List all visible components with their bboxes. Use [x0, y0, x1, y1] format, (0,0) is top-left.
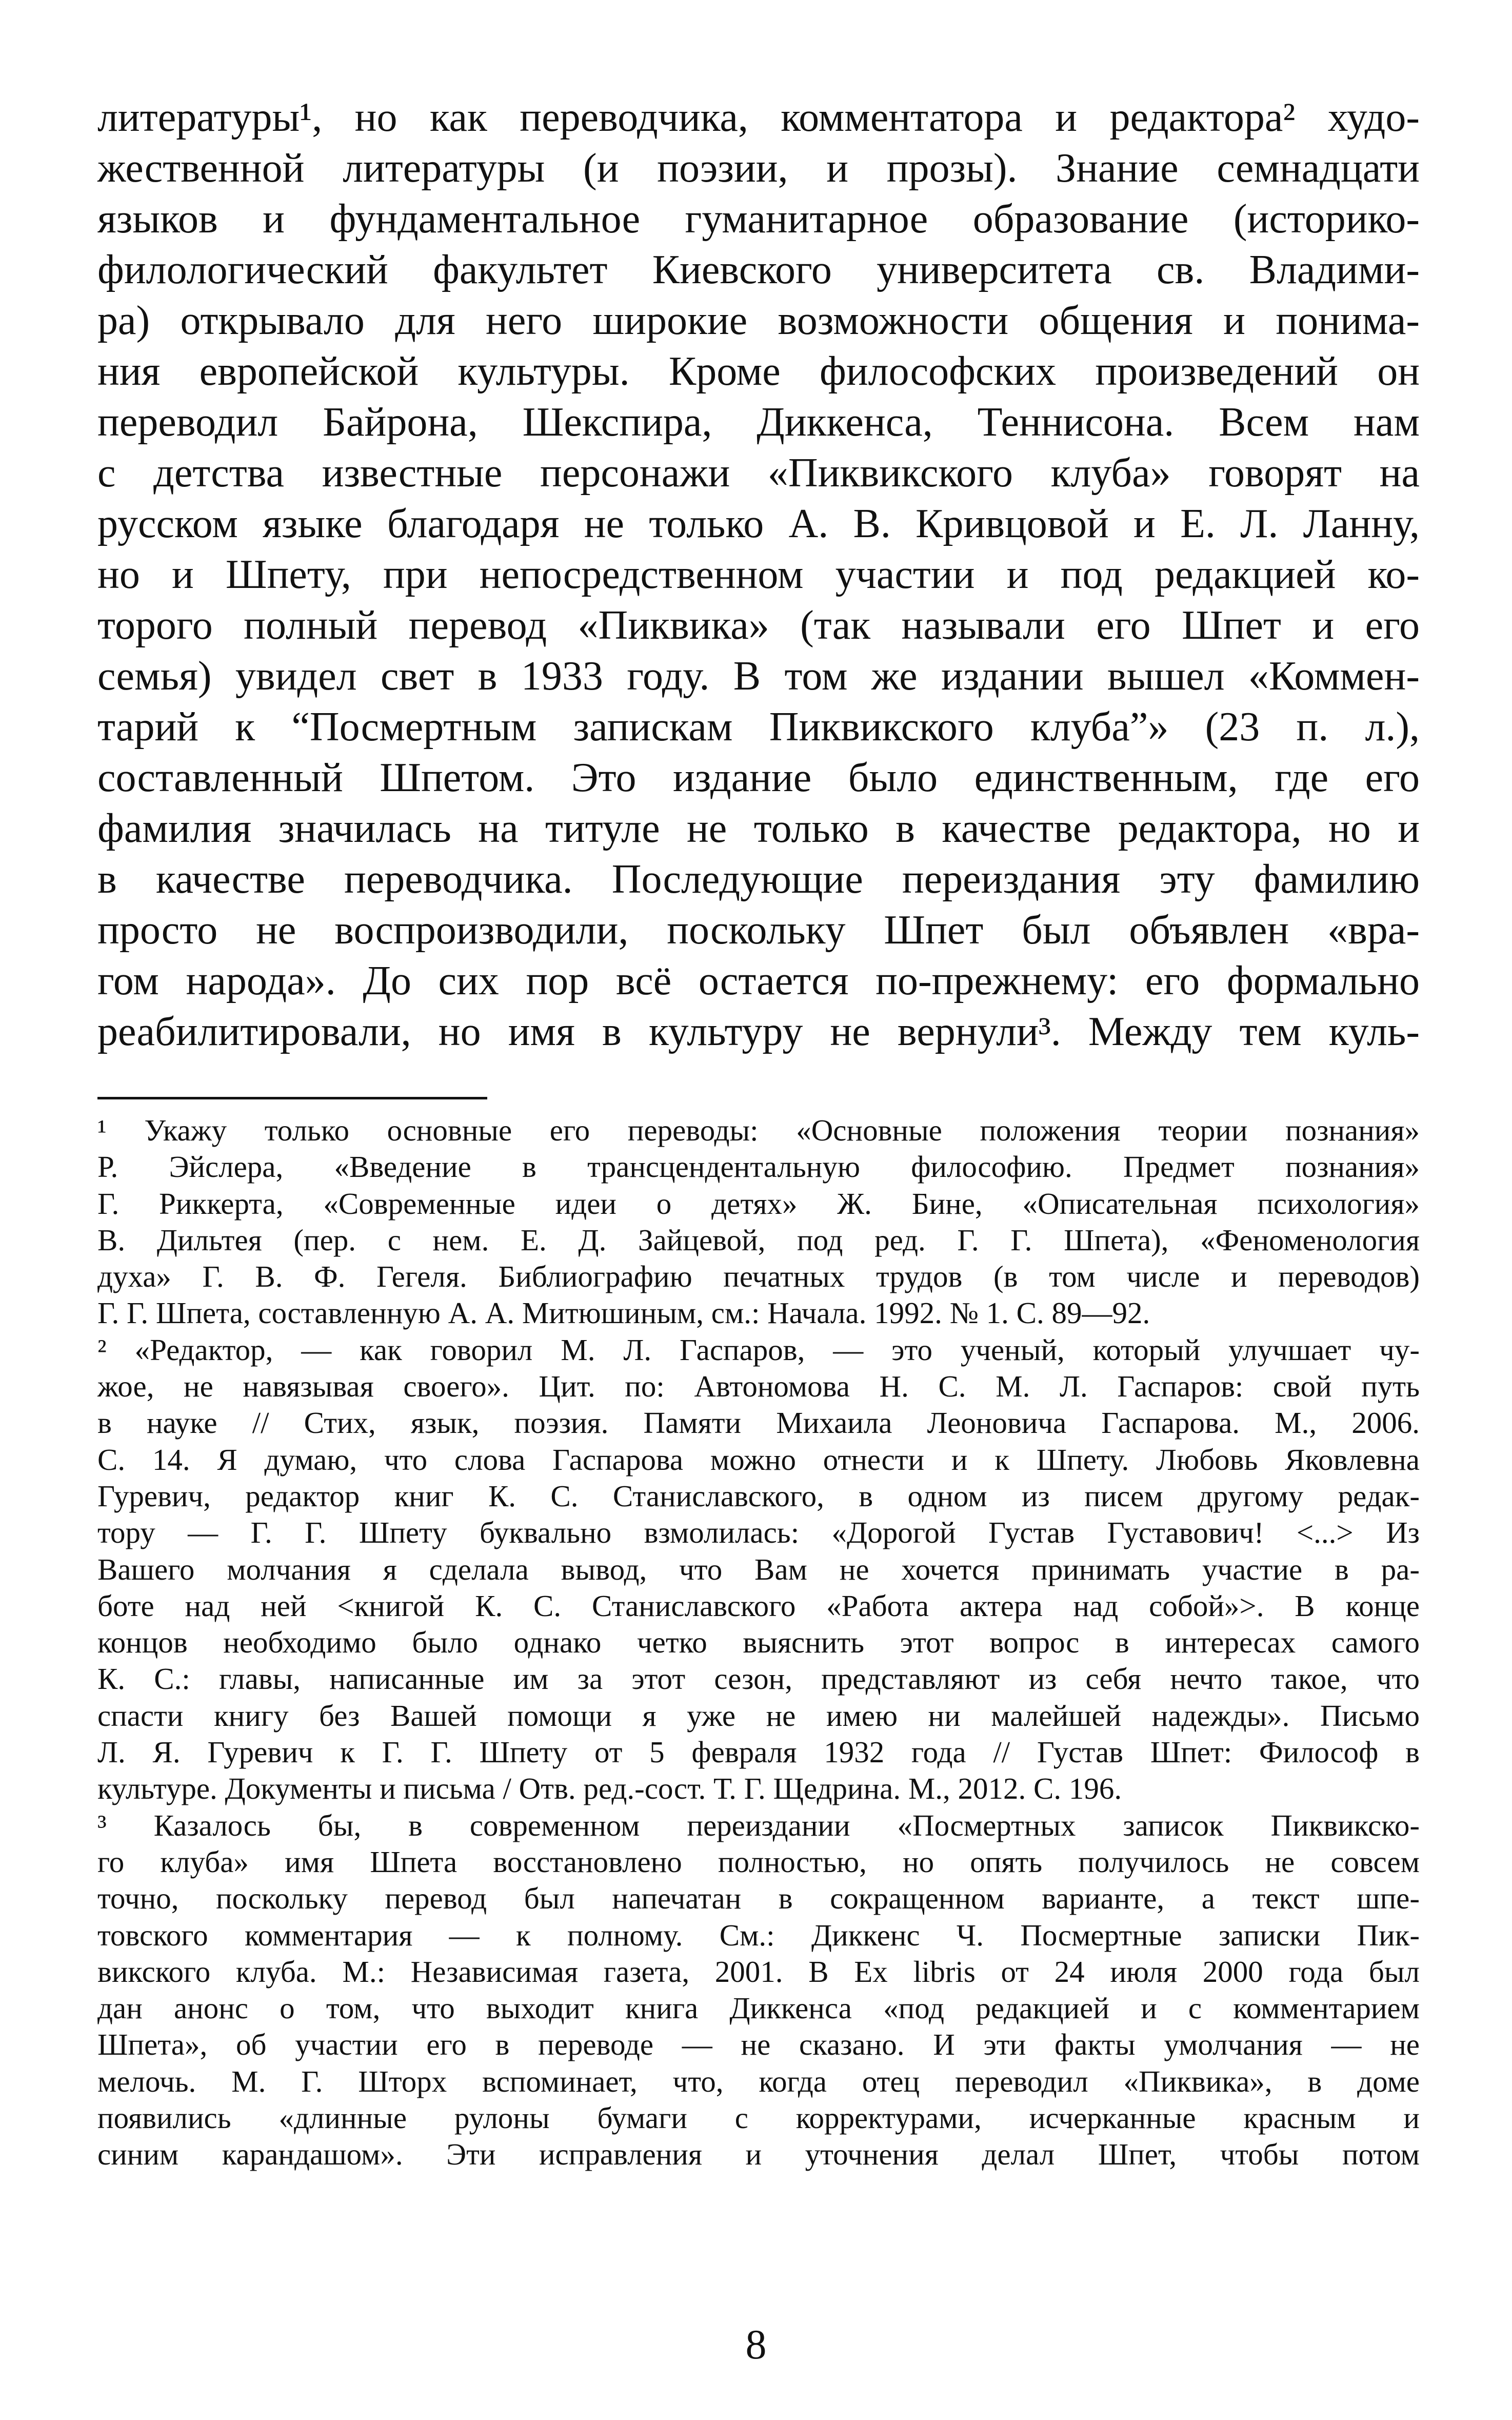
- footnote-line: Г. Риккерта, «Современные идеи о детях» Ж. Бине, «Описательная психология»: [97, 1186, 1420, 1221]
- footnote-line: ³ Казалось бы, в современном переиздании «Посмертных записок Пиквикско-: [97, 1808, 1420, 1842]
- footnote-line: Г. Г. Шпета, составленную А. А. Митюшиным, см.: Начала. 1992. № 1. С. 89—92.: [97, 1296, 1150, 1330]
- body-line: гом народа». До сих пор всё остается по-прежнему: его формально: [97, 958, 1420, 1004]
- footnote-line: мелочь. М. Г. Шторх вспоминает, что, когда отец переводил «Пиквика», в доме: [97, 2064, 1420, 2098]
- page-number: 8: [745, 2321, 767, 2368]
- footnotes: [97, 1112, 1420, 2173]
- footnote-line: Л. Я. Гуревич к Г. Г. Шпету от 5 февраля 1932 года // Густав Шпет: Философ в: [97, 1735, 1420, 1769]
- body-line: русском языке благодаря не только А. В. Кривцовой и Е. Л. Ланну,: [97, 501, 1420, 546]
- footnote-line: товского комментария — к полному. См.: Диккенс Ч. Посмертные записки Пик-: [97, 1918, 1420, 1952]
- footnote-line: культуре. Документы и письма / Отв. ред.-сост. Т. Г. Щедрина. М., 2012. С. 196.: [97, 1772, 1122, 1806]
- footnote-line: синим карандашом». Эти исправления и уточнения делал Шпет, чтобы потом: [97, 2137, 1420, 2172]
- body-line: филологический факультет Киевского университета св. Владими-: [97, 247, 1420, 292]
- body-line: фамилия значилась на титуле не только в качестве редактора, но и: [97, 806, 1420, 851]
- footnote-line: в науке // Стих, язык, поэзия. Памяти Михаила Леоновича Гаспарова. М., 2006.: [97, 1406, 1420, 1440]
- footnote-line: викского клуба. М.: Независимая газета, 2001. В Ex libris от 24 июля 2000 года был: [97, 1954, 1420, 1989]
- body-line: семья) увидел свет в 1933 году. В том же издании вышел «Коммен-: [97, 654, 1420, 699]
- main-text: [97, 92, 1420, 1057]
- footnote-line: Гуревич, редактор книг К. С. Станиславского, в одном из писем другому редак-: [97, 1479, 1420, 1513]
- footnote-line: концов необходимо было однако четко выяснить этот вопрос в интересах самого: [97, 1625, 1420, 1660]
- body-line: литературы¹, но как переводчика, комментатора и редактора² худо-: [97, 95, 1420, 140]
- footnote-line: К. С.: главы, написанные им за этот сезон, представляют из себя нечто такое, что: [97, 1662, 1420, 1696]
- body-line: с детства известные персонажи «Пиквикского клуба» говорят на: [97, 450, 1420, 496]
- footnote-line: тору — Г. Г. Шпету буквально взмолилась: «Дорогой Густав Густавович! <...> Из: [97, 1516, 1420, 1550]
- body-line: жественной литературы (и поэзии, и прозы). Знание семнадцати: [97, 146, 1420, 191]
- footnote-line: дан анонс о том, что выходит книга Диккенса «под редакцией и с комментарием: [97, 1991, 1420, 2025]
- footnote-line: Шпета», об участии его в переводе — не сказано. И эти факты умолчания — не: [97, 2028, 1420, 2062]
- footnote-line: появились «длинные рулоны бумаги с корректурами, исчерканные красным и: [97, 2101, 1420, 2135]
- footnote-line: ² «Редактор, — как говорил М. Л. Гаспаров, — это ученый, который улучшает чу-: [97, 1332, 1420, 1367]
- footnote-line: ¹ Укажу только основные его переводы: «Основные положения теории познания»: [97, 1113, 1420, 1147]
- body-line: торого полный перевод «Пиквика» (так называли его Шпет и его: [97, 603, 1420, 648]
- footnote-line: Вашего молчания я сделала вывод, что Вам не хочется принимать участие в ра-: [97, 1552, 1420, 1586]
- body-line: ния европейской культуры. Кроме философских произведений он: [97, 349, 1420, 394]
- footnote-line: С. 14. Я думаю, что слова Гаспарова можно отнести и к Шпету. Любовь Яковлевна: [97, 1442, 1420, 1477]
- body-line: ра) открывало для него широкие возможности общения и понима-: [97, 298, 1420, 343]
- body-line: языков и фундаментальное гуманитарное образование (историко-: [97, 196, 1420, 242]
- body-line: в качестве переводчика. Последующие переиздания эту фамилию: [97, 857, 1420, 902]
- body-line: переводил Байрона, Шекспира, Диккенса, Теннисона. Всем нам: [97, 400, 1420, 445]
- footnote-line: спасти книгу без Вашей помощи я уже не имею ни малейшей надежды». Письмо: [97, 1698, 1420, 1733]
- body-line: но и Шпету, при непосредственном участии и под редакцией ко-: [97, 552, 1420, 597]
- body-line: реабилитировали, но имя в культуру не вернули³. Между тем куль-: [97, 1009, 1420, 1054]
- footnote-line: точно, поскольку перевод был напечатан в сокращенном варианте, а текст шпе-: [97, 1881, 1420, 1916]
- body-line: составленный Шпетом. Это издание было единственным, где его: [97, 755, 1420, 800]
- body-line: тарий к “Посмертным запискам Пиквикского клуба”» (23 п. л.),: [97, 704, 1420, 750]
- footnote-line: жое, не навязывая своего». Цит. по: Автономова Н. С. М. Л. Гаспаров: свой путь: [97, 1369, 1420, 1404]
- footnote-separator: [97, 1097, 487, 1099]
- footnote-line: го клуба» имя Шпета восстановлено полностью, но опять получилось не совсем: [97, 1844, 1420, 1879]
- footnote-line: Р. Эйслера, «Введение в трансцендентальную философию. Предмет познания»: [97, 1150, 1420, 1184]
- footnote-line: духа» Г. В. Ф. Гегеля. Библиографию печатных трудов (в том числе и переводов): [97, 1260, 1420, 1294]
- body-line: просто не воспроизводили, поскольку Шпет был объявлен «вра-: [97, 908, 1420, 953]
- footnote-line: боте над ней <книгой К. С. Станиславского «Работа актера над собой»>. В конце: [97, 1588, 1420, 1623]
- footnote-line: В. Дильтея (пер. с нем. Е. Д. Зайцевой, под ред. Г. Г. Шпета), «Феноменология: [97, 1223, 1420, 1257]
